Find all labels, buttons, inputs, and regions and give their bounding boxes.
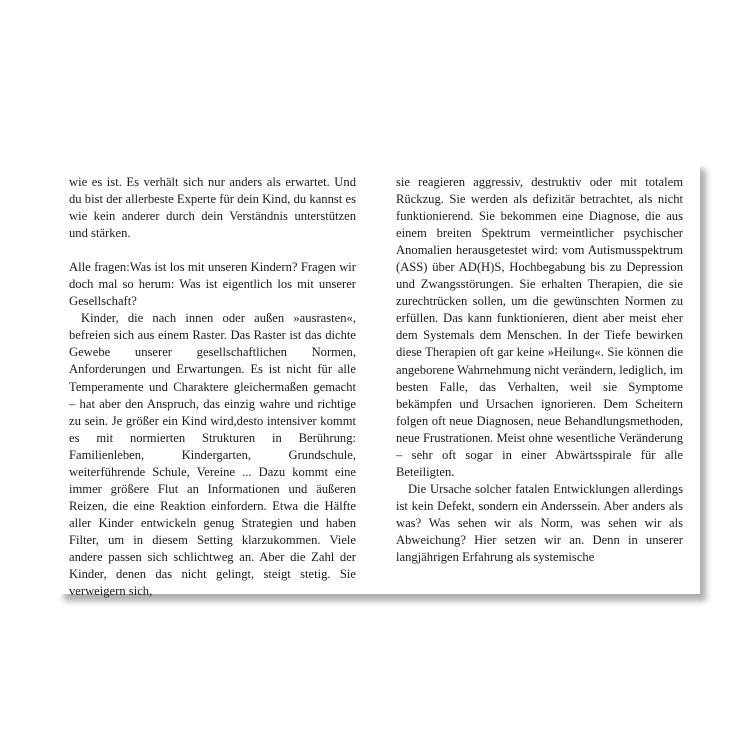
- left-page: [69, 174, 356, 600]
- right-page: [396, 174, 683, 566]
- paragraph: wie es ist. Es verhält sich nur anders als erwartet. Und du bist der allerbeste Experte für dein Kind, du kannst es wie kein anderer durch dein Verständnis unterstützen und stärken.: [69, 175, 356, 241]
- paragraph: Alle fragen:Was ist los mit unseren Kindern? Fragen wir doch mal so herum: Was ist eigentlich los mit unserer Gesellschaft?: [69, 260, 356, 309]
- paragraph: Die Ursache solcher fatalen Entwicklungen allerdings ist kein Defekt, sondern ein Anderssein. Aber anders als was? Was sehen wir als Norm, was sehen wir als Abweichung? Hier setzen wir an. Denn in unserer langjährigen Erfahrung als systemische: [396, 481, 683, 565]
- book-spread: [58, 162, 700, 599]
- paragraph: Kinder, die nach innen oder außen »ausrasten«, befreien sich aus einem Raster. Das Raster ist das dichte Gewebe unserer gesellschaftlichen Normen, Anforderungen und Erwartungen. Es ist nicht für alle Temperamente und Charaktere gleichermaßen gemacht – hat aber den Anspruch, das einzig wahre und richtige zu sein. Je größer ein Kind wird,desto intensiver kommt es mit normierten Strukturen in Berührung: Familienleben, Kindergarten, Grundschule, weiterführende Schule, Vereine ... Dazu kommt eine immer größere Flut an Informationen und äußeren Reizen, die eine Reaktion einfordern. Etwa die Hälfte aller Kinder entwickeln genug Strategien und haben Filter, um in diesem Setting klarzukommen. Viele andere passen sich schlichtweg an. Aber die Zahl der Kinder, denen das nicht gelingt, steigt stetig. Sie verweigern sich,: [69, 311, 356, 599]
- paragraph: sie reagieren aggressiv, destruktiv oder mit totalem Rückzug. Sie werden als defizitär betrachtet, als nicht funktionierend. Sie bekommen eine Diagnose, die aus einem breiten Spektrum vermeintlicher psychischer Anomalien herausgetestet wird: vom Autismusspektrum (ASS) über AD(H)S, Hochbegabung bis zu Depression und Zwangsstörungen. Sie erhalten Therapien, die sie zurechtrücken sollen, um die gewünschten Normen zu erfüllen. Das kann funktionieren, dient aber meist eher dem Systemals dem Menschen. In der Tiefe bewirken diese Therapien oft gar keine »Heilung«. Sie können die angeborene Wahrnehmung nicht verändern, lediglich, im besten Falle, das Verhalten, weil sie Symptome bekämpfen und Ursachen ignorieren. Dem Scheitern folgen oft neue Diagnosen, neue Behandlungsmethoden, neue Frustrationen. Meist ohne wesentliche Veränderung – sehr oft sogar in einer Abwärtsspirale für alle Beteiligten.: [396, 175, 683, 479]
